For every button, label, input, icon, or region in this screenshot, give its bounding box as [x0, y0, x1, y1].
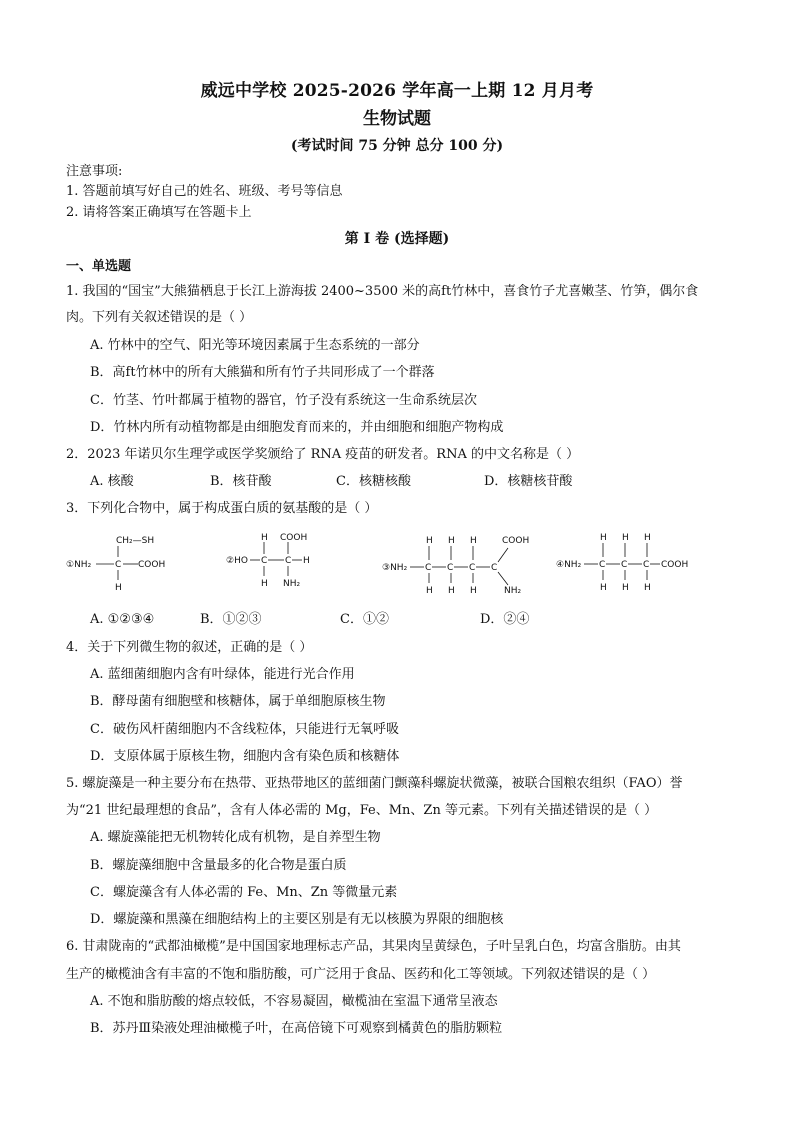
- svg-text:H: H: [426, 586, 433, 596]
- option: A. ①②③④: [90, 612, 155, 627]
- option: D．螺旋藻和黑藻在细胞结构上的主要区别是有无以核膜为界限的细胞核: [90, 912, 504, 927]
- option: B．苏丹Ⅲ染液处理油橄榄子叶，在高倍镜下可观察到橘黄色的脂肪颗粒: [90, 1021, 503, 1036]
- question-stem: 3．下列化合物中，属于构成蛋白质的氨基酸的是（ ）: [66, 501, 378, 516]
- svg-text:H: H: [115, 583, 122, 593]
- question-stem: 2．2023 年诺贝尔生理学或医学奖颁给了 RNA 疫苗的研发者。RNA 的中文名称是（ ）: [66, 447, 580, 462]
- compound-2-nh2: NH₂: [283, 579, 301, 589]
- amino-acid-structures: [66, 530, 746, 600]
- option: A. 核酸: [90, 474, 134, 489]
- option: C．螺旋藻含有人体必需的 Fe、Mn、Zn 等微量元素: [90, 885, 398, 900]
- question-stem: 生产的橄榄油含有丰富的不饱和脂肪酸，可广泛用于食品、医药和化工等领域。下列叙述错误的是（ ）: [66, 967, 656, 982]
- option: B．酵母菌有细胞壁和核糖体，属于单细胞原核生物: [90, 694, 386, 709]
- option: C．核糖核酸: [336, 474, 411, 489]
- compound-2-label: ②HO: [226, 556, 248, 566]
- svg-text:C: C: [115, 560, 122, 570]
- structure-diagram: [66, 530, 746, 600]
- option: C．竹茎、竹叶都属于植物的器官，竹子没有系统这一生命系统层次: [90, 393, 477, 408]
- svg-text:H: H: [470, 536, 477, 546]
- svg-text:H: H: [600, 583, 607, 593]
- compound-3-label: ③NH₂: [382, 563, 408, 573]
- question-stem: 为“21 世纪最理想的食品”，含有人体必需的 Mg，Fe、Mn、Zn 等元素。下列有关描述错误的是（ ）: [66, 803, 658, 818]
- option: D．②④: [480, 612, 530, 627]
- compound-1-cooh: COOH: [138, 560, 166, 570]
- option: B．螺旋藻细胞中含量最多的化合物是蛋白质: [90, 858, 347, 873]
- compound-1-label: ①NH₂: [66, 560, 92, 570]
- option: D．支原体属于原核生物，细胞内含有染色质和核糖体: [90, 749, 400, 764]
- exam-title: 威远中学校 2025-2026 学年高一上期 12 月月考: [200, 81, 594, 101]
- exam-subject: 生物试题: [363, 109, 431, 129]
- svg-text:C: C: [491, 563, 498, 573]
- question-stem: 1. 我国的“国宝”大熊猫栖息于长江上游海拔 2400~3500 米的高ft竹林中，喜食竹子尤喜嫩茎、竹笋，偶尔食: [66, 284, 699, 299]
- svg-text:H: H: [600, 533, 607, 543]
- svg-text:C: C: [621, 560, 628, 570]
- svg-text:C: C: [599, 560, 606, 570]
- option: D．竹林内所有动植物都是由细胞发育而来的，并由细胞和细胞产物构成: [90, 420, 504, 435]
- compound-1-side-chain: CH₂—SH: [116, 536, 155, 546]
- svg-text:H: H: [448, 536, 455, 546]
- option: C．破伤风杆菌细胞内不含线粒体，只能进行无氧呼吸: [90, 722, 399, 737]
- question-stem: 6. 甘肃陇南的“武都油橄榄”是中国国家地理标志产品，其果肉呈黄绿色，子叶呈乳白色，均富含脂肪。由其: [66, 939, 681, 954]
- option-row: [90, 473, 572, 491]
- option: A. 蓝细菌细胞内含有叶绿体，能进行光合作用: [90, 667, 355, 682]
- question-stem: 5. 螺旋藻是一种主要分布在热带、亚热带地区的蓝细菌门颤藻科螺旋状微藻，被联合国粮农组织（FAO）誉: [66, 776, 683, 791]
- svg-text:H: H: [303, 556, 310, 566]
- svg-text:C: C: [425, 563, 432, 573]
- svg-text:C: C: [261, 556, 268, 566]
- option: B．①②③: [200, 612, 262, 627]
- svg-text:C: C: [447, 563, 454, 573]
- svg-text:H: H: [448, 586, 455, 596]
- exam-info: (考试时间 75 分钟 总分 100 分): [290, 138, 504, 154]
- option: A. 不饱和脂肪酸的熔点较低，不容易凝固，橄榄油在室温下通常呈液态: [90, 994, 498, 1009]
- svg-text:H: H: [470, 586, 477, 596]
- notes-item: 2. 请将答案正确填写在答题卡上: [66, 205, 252, 220]
- section-title: 一、单选题: [66, 259, 132, 274]
- svg-text:H: H: [644, 583, 651, 593]
- notes-heading: 注意事项:: [66, 164, 123, 179]
- notes-item: 1. 答题前填写好自己的姓名、班级、考号等信息: [66, 184, 343, 199]
- svg-text:H: H: [261, 533, 268, 543]
- option: B．核苷酸: [210, 474, 272, 489]
- option: B．高ft竹林中的所有大熊猫和所有竹子共同形成了一个群落: [90, 365, 435, 380]
- option: D．核糖核苷酸: [484, 474, 573, 489]
- question-stem: 4．关于下列微生物的叙述，正确的是（ ）: [66, 640, 313, 655]
- question-stem: 肉。下列有关叙述错误的是（ ）: [66, 310, 253, 325]
- option: A. 竹林中的空气、阳光等环境因素属于生态系统的一部分: [90, 338, 420, 353]
- compound-4-label: ④NH₂: [556, 560, 582, 570]
- compound-3-nh2: NH₂: [504, 586, 522, 596]
- compound-3-cooh: COOH: [502, 536, 530, 546]
- option-row: [90, 611, 529, 629]
- compound-4-cooh: COOH: [661, 560, 689, 570]
- compound-2-cooh: COOH: [280, 533, 308, 543]
- svg-text:H: H: [622, 583, 629, 593]
- option: A. 螺旋藻能把无机物转化成有机物，是自养型生物: [90, 830, 381, 845]
- svg-text:H: H: [644, 533, 651, 543]
- option: C．①②: [340, 612, 389, 627]
- svg-text:C: C: [285, 556, 292, 566]
- svg-text:C: C: [469, 563, 476, 573]
- svg-text:H: H: [261, 579, 268, 589]
- part-title: 第 I 卷 (选择题): [344, 231, 450, 247]
- svg-text:H: H: [426, 536, 433, 546]
- svg-text:C: C: [643, 560, 650, 570]
- svg-text:H: H: [622, 533, 629, 543]
